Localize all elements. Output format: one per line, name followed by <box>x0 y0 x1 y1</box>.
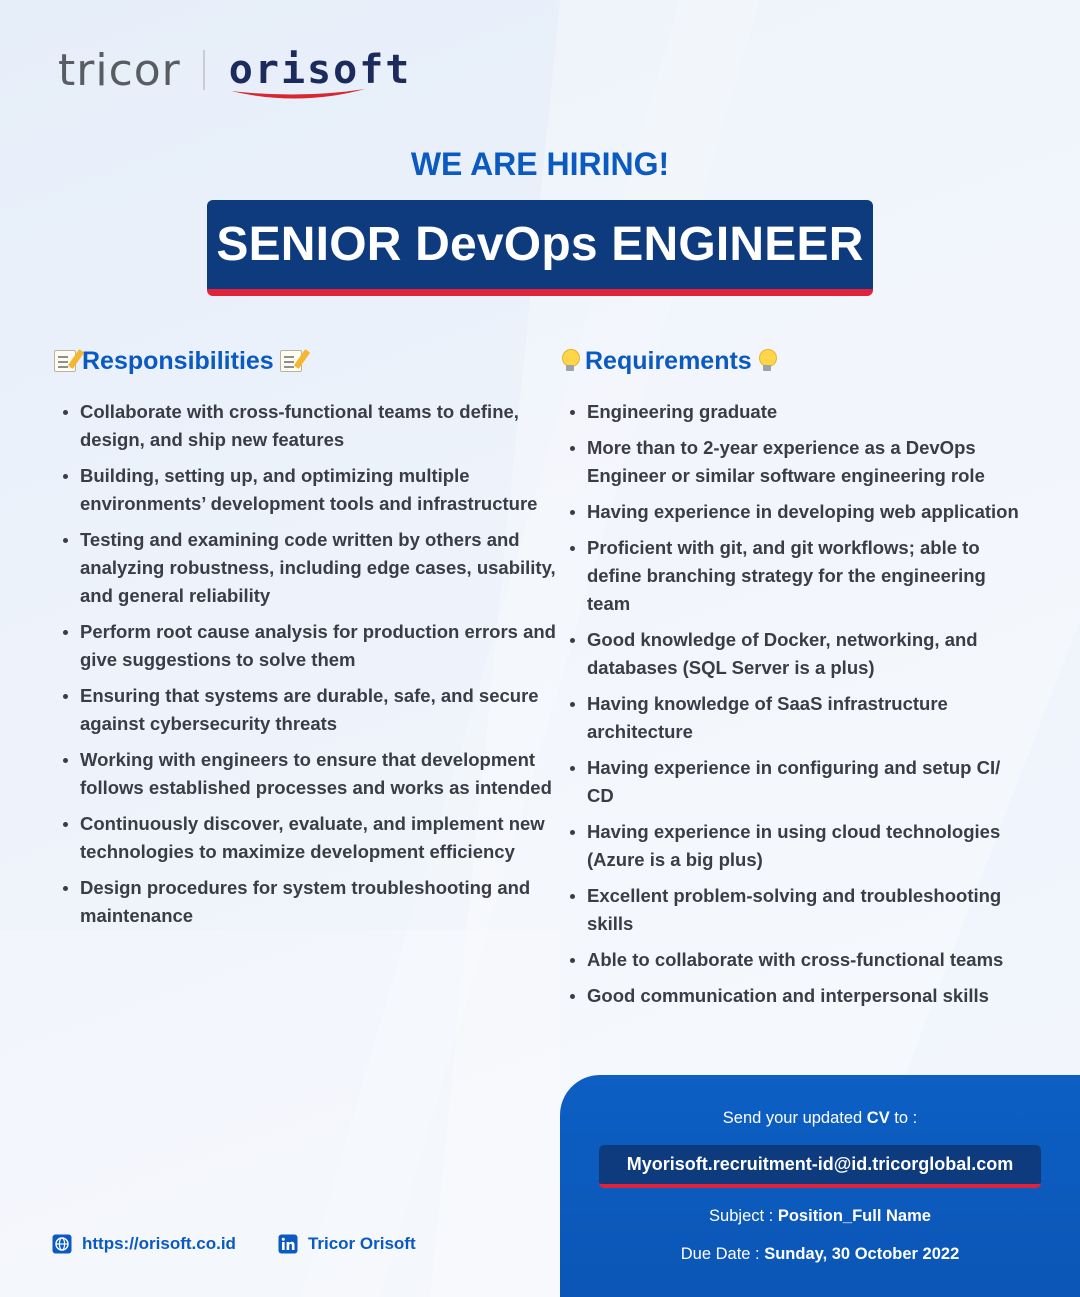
subject-label: Subject : <box>709 1207 778 1225</box>
orisoft-logo <box>229 47 412 93</box>
list-item: Able to collaborate with cross-functional teams <box>561 946 1031 974</box>
list-item: Ensuring that systems are durable, safe, and secure against cybersecurity threats <box>54 682 559 738</box>
list-item: More than to 2-year experience as a DevOps Engineer or similar software engineering role <box>561 434 1031 490</box>
lightbulb-icon <box>561 349 579 373</box>
brand-logos <box>58 40 411 100</box>
list-item: Excellent problem-solving and troubleshooting skills <box>561 882 1031 938</box>
job-title: SENIOR DevOps ENGINEER <box>216 218 864 271</box>
list-item: Good knowledge of Docker, networking, and databases (SQL Server is a plus) <box>561 626 1031 682</box>
orisoft-logo-text: orisoft <box>228 47 412 93</box>
list-item: Testing and examining code written by others and analyzing robustness, including edge cases, usability, and general reliability <box>54 526 559 610</box>
logo-divider <box>203 50 205 90</box>
send-cv-bold: CV <box>866 1109 890 1127</box>
due-date-label: Due Date : <box>680 1245 765 1263</box>
requirements-list <box>561 398 1031 1010</box>
list-item: Perform root cause analysis for production errors and give suggestions to solve them <box>54 618 559 674</box>
list-item: Building, setting up, and optimizing multiple environments’ development tools and infrastructure <box>54 462 559 518</box>
lightbulb-icon <box>758 349 776 373</box>
memo-icon <box>54 350 76 372</box>
cv-submission-panel <box>560 1075 1080 1297</box>
responsibilities-list <box>54 398 559 930</box>
tricor-logo-text: tricor <box>58 44 181 96</box>
hiring-heading: WE ARE HIRING! <box>410 146 670 182</box>
orisoft-swoosh-icon <box>229 85 369 105</box>
list-item: Continuously discover, evaluate, and implement new technologies to maximize development efficiency <box>54 810 559 866</box>
linkedin-link-text: Tricor Orisoft <box>307 1234 416 1253</box>
recruitment-email[interactable]: Myorisoft.recruitment-id@id.tricorglobal.com <box>599 1145 1041 1188</box>
list-item: Having experience in using cloud technologies (Azure is a big plus) <box>561 818 1031 874</box>
send-cv-prefix: Send your updated <box>722 1109 867 1127</box>
send-cv-instruction <box>560 1109 1080 1128</box>
due-date-value: Sunday, 30 October 2022 <box>764 1245 960 1263</box>
list-item: Working with engineers to ensure that development follows established processes and works as intended <box>54 746 559 802</box>
responsibilities-heading-text: Responsibilities <box>82 346 274 375</box>
globe-icon <box>52 1234 72 1254</box>
job-title-banner <box>207 200 873 296</box>
website-link-text: https://orisoft.co.id <box>82 1234 236 1253</box>
linkedin-icon <box>278 1234 298 1254</box>
list-item: Good communication and interpersonal skills <box>561 982 1031 1010</box>
responsibilities-section <box>54 340 559 938</box>
website-link[interactable] <box>52 1234 236 1254</box>
memo-icon <box>280 350 302 372</box>
send-cv-suffix: to : <box>889 1109 918 1127</box>
subject-value: Position_Full Name <box>777 1207 931 1225</box>
due-date <box>560 1245 1080 1264</box>
email-subject <box>560 1207 1080 1226</box>
list-item: Collaborate with cross-functional teams to define, design, and ship new features <box>54 398 559 454</box>
linkedin-link[interactable] <box>278 1234 416 1254</box>
list-item: Engineering graduate <box>561 398 1031 426</box>
list-item: Design procedures for system troubleshooting and maintenance <box>54 874 559 930</box>
list-item: Having experience in configuring and setup CI/ CD <box>561 754 1031 810</box>
requirements-heading-text: Requirements <box>585 346 752 375</box>
requirements-section <box>561 340 1031 1018</box>
list-item: Proficient with git, and git workflows; able to define branching strategy for the engineering team <box>561 534 1031 618</box>
list-item: Having knowledge of SaaS infrastructure architecture <box>561 690 1031 746</box>
list-item: Having experience in developing web application <box>561 498 1031 526</box>
responsibilities-heading <box>54 340 559 382</box>
requirements-heading <box>561 340 1031 382</box>
tricor-logo <box>58 45 181 96</box>
footer-links <box>52 1234 416 1254</box>
